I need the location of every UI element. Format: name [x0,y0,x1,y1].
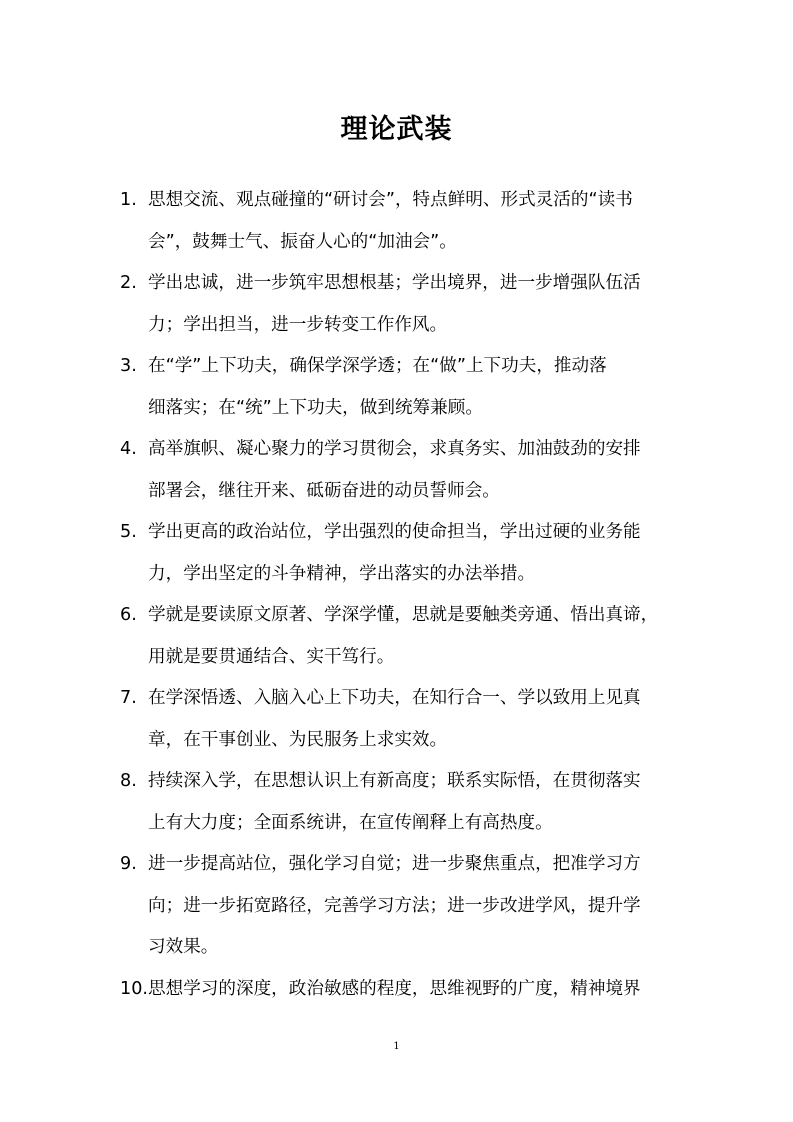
item-text-line: 部署会，继往开来、砥砺奋进的动员誓师会。 [148,480,500,501]
item-number: 5. [120,522,137,542]
item-text-line: 持续深入学，在思想认识上有新高度；联系实际悟，在贯彻落实 [148,771,641,791]
list-item [120,969,680,1011]
list-item [120,595,680,678]
list-item [120,678,680,761]
list-item [120,429,680,512]
item-text-line: 向；进一步拓宽路径，完善学习方法；进一步改进学风，提升学 [148,895,641,916]
list-item [120,761,680,844]
item-text-line: 上有大力度；全面系统讲，在宣传阐释上有高热度。 [148,812,553,833]
item-text-line: 高举旗帜、凝心聚力的学习贯彻会，求真务实、加油鼓劲的安排 [148,439,641,459]
item-text-line: 在学深悟透、入脑入心上下功夫，在知行合一、学以致用上见真 [148,688,641,708]
item-text-line: 细落实；在“统”上下功夫，做到统筹兼顾。 [148,397,483,418]
item-text-line: 学就是要读原文原著、学深学懂，思就是要触类旁通、悟出真谛， [148,605,659,625]
item-text-line: 习效果。 [148,937,219,957]
item-text-line: 章，在干事创业、为民服务上求实效。 [148,729,448,750]
item-number: 2. [120,273,137,293]
numbered-list [120,180,680,1010]
item-number: 7. [120,688,137,708]
item-text-line: 用就是要贯通结合、实干笃行。 [148,646,395,667]
item-number: 9. [120,854,137,874]
item-text-line: 进一步提高站位，强化学习自觉；进一步聚焦重点，把准学习方 [148,854,641,874]
item-text-line: 学出更高的政治站位，学出强烈的使命担当，学出过硬的业务能 [148,522,641,542]
item-text-line: 学出忠诚，进一步筑牢思想根基；学出境界，进一步增强队伍活 [148,273,641,293]
item-number: 8. [120,771,137,791]
item-text-line: 思想学习的深度，政治敏感的程度，思维视野的广度，精神境界 [148,978,641,999]
list-item [120,844,680,969]
page-title: 理论武装 [340,114,453,145]
item-text-line: 力；学出担当，进一步转变工作作风。 [148,314,448,335]
item-number: 3. [120,356,137,376]
item-number: 4. [120,439,137,459]
list-item [120,512,680,595]
page-number: 1 [393,1041,400,1052]
list-item [120,346,680,429]
item-text-line: 思想交流、观点碰撞的“研讨会”，特点鲜明、形式灵活的“读书 [148,190,633,210]
item-text-line: 在“学”上下功夫，确保学深学透；在“做”上下功夫，推动落 [148,356,607,376]
list-item [120,263,680,346]
item-number: 1. [120,190,137,210]
item-number: 10. [120,978,148,999]
list-item [120,180,680,263]
item-text-line: 会”，鼓舞士气、振奋人心的“加油会”。 [148,231,457,252]
item-number: 6. [120,605,137,625]
item-text-line: 力，学出坚定的斗争精神，学出落实的办法举措。 [148,563,536,584]
